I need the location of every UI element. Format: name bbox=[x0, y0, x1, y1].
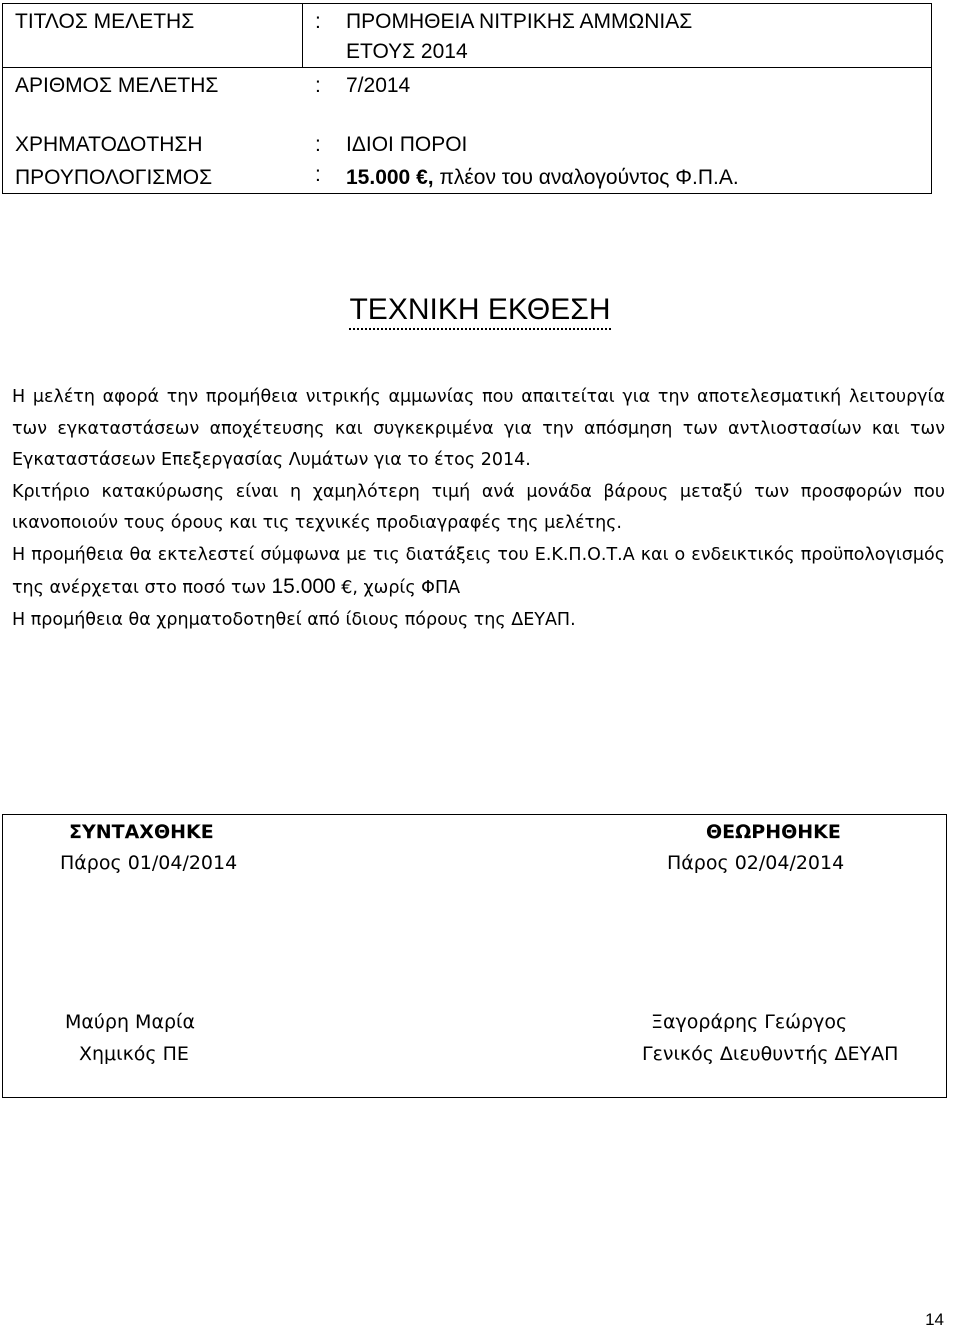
compiled-by-role: Χημικός ΠΕ bbox=[79, 1043, 189, 1065]
budget-amount: 15.000 €, bbox=[346, 166, 434, 189]
report-title-text: ΤΕΧΝΙΚΗ ΕΚΘΕΣΗ bbox=[349, 292, 610, 330]
paragraph-purpose: Η μελέτη αφορά την προμήθεια νιτρικής αμμωνίας που απαιτείται για την αποτελεσματική λειτουργία των εγκαταστάσεων αποχέτευσης και συγκεκριμένα για την απόσμηση των αντλιοστασίων και των Εγκαταστάσεων Επεξεργασίας Λυμάτων για το έτος 2014. bbox=[12, 387, 945, 470]
budget-rest: πλέον του αναλογούντος Φ.Π.Α. bbox=[433, 166, 739, 189]
paragraph-budget bbox=[12, 540, 945, 605]
report-body bbox=[12, 382, 945, 636]
compiled-date: Πάρος 01/04/2014 bbox=[60, 852, 238, 874]
paragraph-budget-currency: €, χωρίς ΦΠΑ bbox=[335, 578, 461, 598]
approved-by-name: Ξαγοράρης Γεώργος bbox=[651, 1011, 848, 1033]
budget-colon: : bbox=[315, 163, 321, 186]
study-title-value-line2: ΕΤΟΥΣ 2014 bbox=[346, 40, 468, 63]
budget-label: ΠΡΟΥΠΟΛΟΓΙΣΜΟΣ bbox=[15, 166, 213, 189]
funding-value: ΙΔΙΟΙ ΠΟΡΟΙ bbox=[346, 133, 468, 156]
paragraph-budget-text: Η προμήθεια θα εκτελεστεί σύμφωνα με τις διατάξεις του Ε.Κ.Π.Ο.Τ.Α και ο ενδεικτικός προϋπολογισμός της ανέρχεται στο ποσό των bbox=[12, 544, 945, 598]
signature-box bbox=[2, 814, 947, 1098]
compiled-by-name: Μαύρη Μαρία bbox=[65, 1011, 195, 1033]
table-divider-horizontal bbox=[3, 67, 931, 68]
approved-by-role: Γενικός Διευθυντής ΔΕΥΑΠ bbox=[642, 1043, 899, 1065]
paragraph-award-criterion: Κριτήριο κατακύρωσης είναι η χαμηλότερη τιμή ανά μονάδα βάρους μεταξύ των προσφορών που ικανοποιούν τους όρους και τις τεχνικές προδιαγραφές της μελέτης. bbox=[12, 481, 945, 533]
paragraph-funding: Η προμήθεια θα χρηματοδοτηθεί από ίδιους πόρους της ΔΕΥΑΠ. bbox=[12, 609, 576, 630]
report-title bbox=[0, 292, 960, 330]
compiled-heading: ΣΥΝΤΑΧΘΗΚΕ bbox=[69, 821, 214, 843]
funding-colon: : bbox=[315, 133, 321, 156]
study-title-value-line1: ΠΡΟΜΗΘΕΙΑ ΝΙΤΡΙΚΗΣ ΑΜΜΩΝΙΑΣ bbox=[346, 10, 693, 33]
study-title-label: ΤΙΤΛΟΣ ΜΕΛΕΤΗΣ bbox=[15, 10, 195, 33]
table-divider-vertical bbox=[302, 4, 303, 67]
study-title-colon: : bbox=[315, 10, 321, 33]
paragraph-budget-amount: 15.000 bbox=[271, 575, 336, 598]
approved-heading: ΘΕΩΡΗΘΗΚΕ bbox=[706, 821, 841, 843]
study-number-colon: : bbox=[315, 74, 321, 97]
study-number-value: 7/2014 bbox=[346, 74, 411, 97]
funding-label: ΧΡΗΜΑΤΟΔΟΤΗΣΗ bbox=[15, 133, 203, 156]
budget-value bbox=[346, 164, 739, 192]
approved-date: Πάρος 02/04/2014 bbox=[667, 852, 845, 874]
page-number: 14 bbox=[925, 1310, 944, 1329]
study-info-table bbox=[2, 3, 932, 194]
study-number-label: ΑΡΙΘΜΟΣ ΜΕΛΕΤΗΣ bbox=[15, 74, 219, 97]
